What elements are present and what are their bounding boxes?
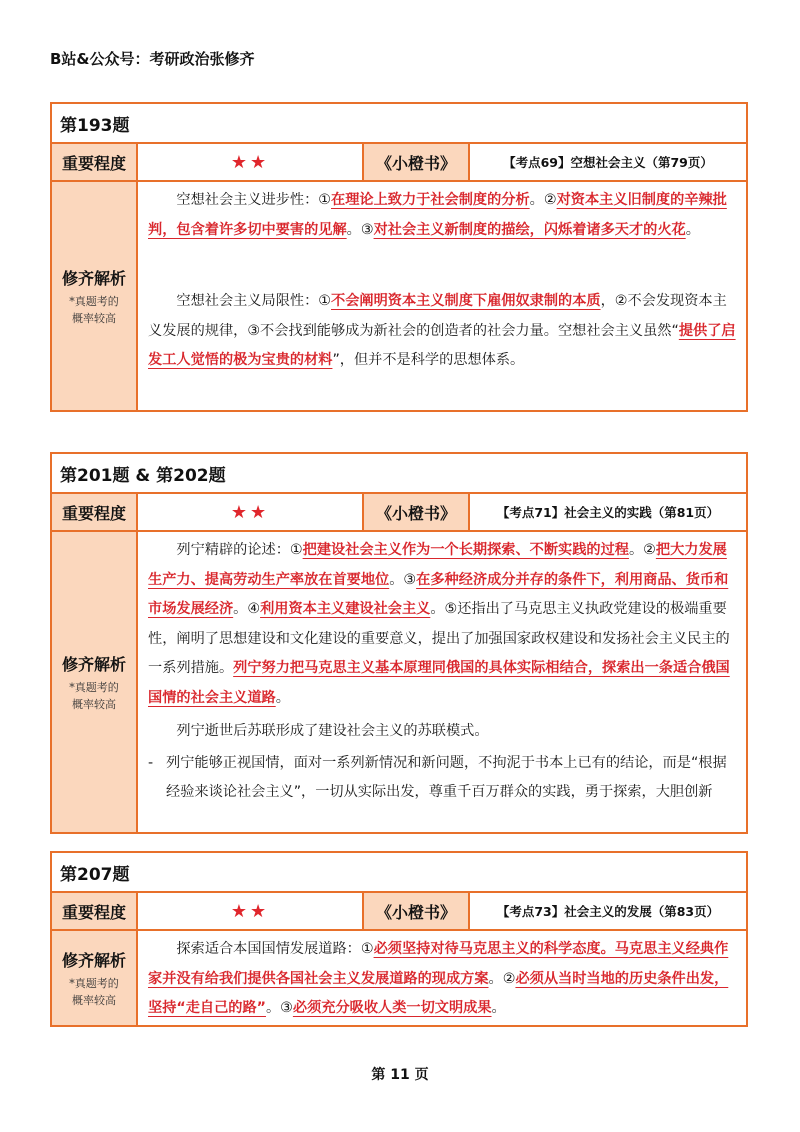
paragraph-lenin [148,536,738,713]
highlight-text: 必须充分吸收人类一切文明成果 [292,1000,492,1016]
highlight-text: 对资本主义旧制度的辛辣批判，包含着许多切中要害的见解 [148,192,727,238]
highlight-text: 不会阐明资本主义制度下雇佣奴隶制的本质 [331,293,601,309]
text-span: 。 [275,689,290,706]
question-title: 第207题 [52,853,746,893]
note-line-2: 概率较高 [72,993,116,1007]
book-label: 《小橙书》 [364,494,470,530]
star-rating: ★★ [138,494,364,530]
analysis-row [52,931,746,1025]
paragraph-progressive [148,186,738,245]
probability-note [62,975,126,1009]
analysis-content [138,182,746,410]
highlight-text: 必须从当时当地的历史条件出发，坚持“走自己的路” [148,970,729,1016]
analysis-row [52,182,746,410]
highlight-text: 把大力发展生产力、提高劳动生产率放在首要地位 [148,542,727,588]
paragraph-path [148,935,738,1024]
text-span: 探索适合本国国情发展道路：① [176,941,374,957]
highlight-text: 把建设社会主义作为一个长期探索、不断实践的过程 [302,542,629,558]
note-line-2: 概率较高 [72,311,116,325]
star-rating: ★★ [138,893,364,929]
topic-reference: 【考点71】社会主义的实践（第81页） [496,505,720,520]
importance-label: 重要程度 [52,893,138,929]
star-rating: ★★ [138,144,364,180]
question-block-193 [50,102,748,412]
question-title: 第193题 [52,104,746,144]
question-block-207 [50,851,748,1027]
highlight-text: 利用资本主义建设社会主义 [260,601,431,617]
question-title: 第201题 & 第202题 [52,454,746,494]
bullet-text: 列宁能够正视国情，面对一系列新情况和新问题，不拘泥于书本上已有的结论，而是“根据经验来谈论社会主义”，一切从实际出发，尊重千百万群众的实践，勇于探索，大胆创新 [166,754,727,800]
note-line-1: *真题考的 [69,294,119,308]
highlight-text: 必须坚持对待马克思主义的科学态度。马克思主义经典作家并没有给我们提供各国社会主义发展道路的现成方案 [148,941,729,987]
analysis-label: 修齐解析 [61,268,126,288]
note-line-1: *真题考的 [69,680,119,694]
text-span: 空想社会主义进步性：① [176,192,331,208]
importance-label: 重要程度 [52,494,138,530]
question-block-201-202 [50,452,748,834]
highlight-text: 在理论上致力于社会制度的分析 [331,192,530,208]
analysis-label-cell [52,182,138,410]
book-label: 《小橙书》 [364,893,470,929]
importance-label: 重要程度 [52,144,138,180]
topic-reference: 【考点69】空想社会主义（第79页） [503,155,713,170]
analysis-content [138,532,746,832]
text-span: 。③ [389,571,417,588]
paragraph-gap [148,245,738,287]
bullet-item [148,749,738,808]
analysis-content [138,931,746,1025]
importance-row [52,144,746,182]
text-span: 。③ [265,1000,293,1016]
note-line-2: 概率较高 [72,697,116,711]
text-span: 列宁精辟的论述：① [176,542,303,558]
text-span: 。② [628,542,656,558]
probability-note [62,679,126,713]
bullet-dash: - [148,754,154,771]
importance-row [52,494,746,532]
highlight-text: 提供了启发工人觉悟的极为宝贵的材料 [148,322,736,368]
paragraph-soviet-model: 列宁逝世后苏联形成了建设社会主义的苏联模式。 [176,723,489,739]
text-span: ”，但并不是科学的思想体系。 [332,352,525,368]
text-span: 。④ [233,601,261,617]
topic-reference: 【考点73】社会主义的发展（第83页） [496,904,720,919]
analysis-label: 修齐解析 [61,950,126,970]
text-span: 。② [529,192,557,208]
analysis-label-cell [52,532,138,832]
analysis-row [52,532,746,832]
book-label: 《小橙书》 [364,144,470,180]
text-span: 。③ [346,221,374,238]
analysis-label-cell [52,931,138,1025]
paragraph-limitations [148,287,738,376]
probability-note [62,293,126,327]
text-span: 。⑤还指出了马克思主义执政党建设的极端重要性，阐明了思想建设和文化建设的重要意义，提出了加强国家政权建设和发扬社会主义民主的一系列措施。 [148,601,730,676]
text-span: 。② [488,970,516,987]
page-number: 第 11 页 [371,1067,429,1083]
highlight-text: 在多种经济成分并存的条件下，利用商品、货币和市场发展经济 [148,571,729,617]
text-span: 。 [685,221,700,238]
text-span: 。 [491,1000,506,1016]
highlight-text: 对社会主义新制度的描绘，闪烁着诸多天才的火花 [373,221,686,238]
text-span: ，②不会发现资本主义发展的规律，③不会找到能够成为新社会的创造者的社会力量。空想社会主义虽然“ [148,293,727,339]
note-line-1: *真题考的 [69,976,119,990]
text-span: 空想社会主义局限性：① [176,293,331,309]
header-source: B站&公众号：考研政治张修齐 [50,50,255,68]
analysis-label: 修齐解析 [61,654,126,674]
importance-row [52,893,746,931]
highlight-text: 列宁努力把马克思主义基本原理同俄国的具体实际相结合，探索出一条适合俄国国情的社会主义道路 [148,660,730,706]
